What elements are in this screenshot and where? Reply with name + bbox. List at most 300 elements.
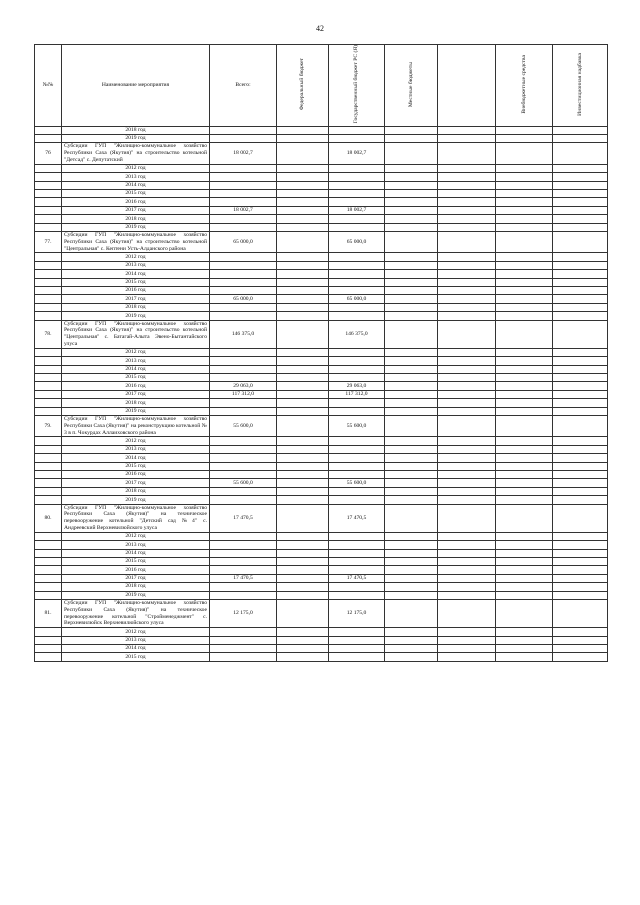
year-label: 2012 год (62, 628, 210, 636)
year-row (35, 557, 608, 565)
year-state (329, 253, 385, 261)
empty-cell (438, 135, 496, 143)
empty-cell (438, 591, 496, 599)
year-total (210, 287, 277, 295)
empty-cell (35, 574, 62, 582)
activity-description: Субсидии ГУП "Жилищно-коммунальное хозяйство Республики Саха (Якутия)" на техническое перевооружение котельной "Стройменеджмент" с. Верхневилюйск Верхневилюйского улуса (62, 599, 210, 627)
col-num-header: №№ (35, 45, 62, 127)
year-label: 2015 год (62, 557, 210, 565)
empty-cell (553, 143, 608, 164)
empty-cell (553, 126, 608, 134)
activity-state: 17 470,5 (329, 504, 385, 532)
year-federal (277, 190, 329, 198)
empty-cell (496, 143, 553, 164)
year-row (35, 496, 608, 504)
year-label: 2014 год (62, 454, 210, 462)
empty-cell (438, 628, 496, 636)
year-state (329, 190, 385, 198)
year-state (329, 487, 385, 495)
empty-cell (438, 215, 496, 223)
empty-cell (438, 557, 496, 565)
empty-cell (438, 487, 496, 495)
activity-state: 65 000,0 (329, 232, 385, 253)
empty-cell (438, 390, 496, 398)
year-federal (277, 532, 329, 540)
empty-cell (496, 644, 553, 652)
empty-cell (553, 532, 608, 540)
empty-cell (438, 190, 496, 198)
empty-cell (496, 591, 553, 599)
year-total: 18 002,7 (210, 206, 277, 214)
year-row (35, 348, 608, 356)
empty-cell (553, 462, 608, 470)
year-federal (277, 253, 329, 261)
empty-cell (385, 348, 438, 356)
activity-total: 55 600,0 (210, 415, 277, 436)
year-row (35, 365, 608, 373)
empty-cell (553, 287, 608, 295)
year-total (210, 270, 277, 278)
activity-number: 80. (35, 504, 62, 532)
year-label: 2015 год (62, 653, 210, 661)
activity-row (35, 415, 608, 436)
empty-cell (553, 636, 608, 644)
year-total (210, 653, 277, 661)
year-federal (277, 135, 329, 143)
budget-table (34, 44, 608, 662)
empty-cell (438, 198, 496, 206)
year-state (329, 135, 385, 143)
year-federal (277, 636, 329, 644)
empty-cell (496, 496, 553, 504)
year-total (210, 636, 277, 644)
year-federal (277, 382, 329, 390)
empty-cell (496, 348, 553, 356)
empty-cell (438, 583, 496, 591)
year-state (329, 357, 385, 365)
empty-cell (553, 365, 608, 373)
year-state (329, 365, 385, 373)
activity-row (35, 143, 608, 164)
col-total-header: Всего: (210, 45, 277, 127)
year-total (210, 557, 277, 565)
empty-cell (553, 181, 608, 189)
empty-cell (553, 541, 608, 549)
year-federal (277, 215, 329, 223)
year-row (35, 462, 608, 470)
year-federal (277, 303, 329, 311)
empty-cell (438, 653, 496, 661)
empty-cell (35, 653, 62, 661)
empty-cell (553, 253, 608, 261)
year-label: 2016 год (62, 198, 210, 206)
year-state (329, 126, 385, 134)
year-federal (277, 454, 329, 462)
empty-cell (496, 320, 553, 348)
empty-cell (496, 636, 553, 644)
year-federal (277, 496, 329, 504)
empty-cell (496, 303, 553, 311)
empty-cell (385, 470, 438, 478)
empty-cell (385, 407, 438, 415)
year-state (329, 164, 385, 172)
empty-cell (35, 390, 62, 398)
empty-cell (553, 348, 608, 356)
empty-cell (35, 173, 62, 181)
empty-cell (438, 303, 496, 311)
year-label: 2017 год (62, 206, 210, 214)
year-row (35, 628, 608, 636)
year-label: 2017 год (62, 390, 210, 398)
year-state: 18 002,7 (329, 206, 385, 214)
empty-cell (438, 399, 496, 407)
empty-cell (553, 270, 608, 278)
empty-cell (496, 206, 553, 214)
empty-cell (385, 591, 438, 599)
empty-cell (385, 173, 438, 181)
empty-cell (35, 407, 62, 415)
empty-cell (35, 287, 62, 295)
empty-cell (496, 126, 553, 134)
empty-cell (438, 164, 496, 172)
activity-federal (277, 320, 329, 348)
year-state: 65 000,0 (329, 295, 385, 303)
empty-cell (496, 287, 553, 295)
empty-cell (496, 415, 553, 436)
empty-cell (553, 557, 608, 565)
empty-cell (496, 365, 553, 373)
year-total (210, 164, 277, 172)
year-row (35, 636, 608, 644)
empty-cell (496, 532, 553, 540)
empty-cell (385, 270, 438, 278)
empty-cell (35, 566, 62, 574)
activity-total: 146 375,0 (210, 320, 277, 348)
empty-cell (438, 320, 496, 348)
year-state (329, 270, 385, 278)
empty-cell (385, 583, 438, 591)
empty-cell (385, 653, 438, 661)
empty-cell (35, 253, 62, 261)
year-state (329, 653, 385, 661)
empty-cell (385, 278, 438, 286)
year-total (210, 190, 277, 198)
year-row (35, 164, 608, 172)
year-total (210, 135, 277, 143)
year-row (35, 445, 608, 453)
year-total (210, 566, 277, 574)
empty-cell (553, 574, 608, 582)
year-state (329, 407, 385, 415)
empty-cell (496, 382, 553, 390)
empty-cell (496, 462, 553, 470)
year-label: 2012 год (62, 437, 210, 445)
year-state (329, 215, 385, 223)
empty-cell (35, 549, 62, 557)
empty-cell (553, 357, 608, 365)
empty-cell (553, 320, 608, 348)
col-empty-header (438, 45, 496, 127)
year-state (329, 198, 385, 206)
year-federal (277, 644, 329, 652)
year-label: 2012 год (62, 164, 210, 172)
year-row (35, 399, 608, 407)
year-row (35, 374, 608, 382)
year-federal (277, 591, 329, 599)
empty-cell (35, 591, 62, 599)
year-total (210, 278, 277, 286)
year-federal (277, 479, 329, 487)
empty-cell (496, 374, 553, 382)
empty-cell (385, 462, 438, 470)
year-federal (277, 445, 329, 453)
empty-cell (496, 295, 553, 303)
activity-row (35, 320, 608, 348)
year-federal (277, 557, 329, 565)
year-state (329, 445, 385, 453)
empty-cell (35, 190, 62, 198)
empty-cell (438, 496, 496, 504)
year-row (35, 126, 608, 134)
year-total (210, 312, 277, 320)
empty-cell (35, 365, 62, 373)
empty-cell (385, 320, 438, 348)
empty-cell (385, 198, 438, 206)
empty-cell (553, 135, 608, 143)
empty-cell (496, 357, 553, 365)
year-row (35, 261, 608, 269)
year-total (210, 437, 277, 445)
empty-cell (385, 636, 438, 644)
empty-cell (35, 374, 62, 382)
empty-cell (553, 223, 608, 231)
empty-cell (438, 143, 496, 164)
year-state (329, 223, 385, 231)
year-label: 2015 год (62, 190, 210, 198)
year-label: 2012 год (62, 253, 210, 261)
activity-number: 76 (35, 143, 62, 164)
activity-total: 18 002,7 (210, 143, 277, 164)
empty-cell (438, 445, 496, 453)
empty-cell (438, 287, 496, 295)
empty-cell (553, 445, 608, 453)
empty-cell (385, 215, 438, 223)
year-federal (277, 549, 329, 557)
empty-cell (438, 479, 496, 487)
empty-cell (35, 462, 62, 470)
year-federal (277, 583, 329, 591)
header-row (35, 45, 608, 127)
empty-cell (385, 287, 438, 295)
empty-cell (35, 312, 62, 320)
empty-cell (35, 135, 62, 143)
empty-cell (35, 278, 62, 286)
empty-cell (385, 312, 438, 320)
year-row (35, 583, 608, 591)
year-row (35, 549, 608, 557)
year-state (329, 470, 385, 478)
year-federal (277, 312, 329, 320)
year-label: 2014 год (62, 365, 210, 373)
year-federal (277, 206, 329, 214)
empty-cell (385, 557, 438, 565)
year-federal (277, 365, 329, 373)
empty-cell (438, 532, 496, 540)
activity-federal (277, 143, 329, 164)
empty-cell (385, 390, 438, 398)
empty-cell (385, 143, 438, 164)
year-federal (277, 574, 329, 582)
year-total (210, 454, 277, 462)
empty-cell (385, 164, 438, 172)
year-state (329, 261, 385, 269)
year-label: 2018 год (62, 583, 210, 591)
year-total: 117 312,0 (210, 390, 277, 398)
col-offbudget-header: Внебюджетные средства (496, 45, 553, 127)
empty-cell (496, 653, 553, 661)
year-label: 2013 год (62, 261, 210, 269)
empty-cell (553, 232, 608, 253)
year-total (210, 348, 277, 356)
year-row (35, 181, 608, 189)
empty-cell (553, 628, 608, 636)
year-label: 2013 год (62, 541, 210, 549)
year-federal (277, 357, 329, 365)
empty-cell (553, 399, 608, 407)
empty-cell (496, 557, 553, 565)
empty-cell (438, 126, 496, 134)
empty-cell (385, 399, 438, 407)
year-row (35, 390, 608, 398)
empty-cell (385, 357, 438, 365)
empty-cell (438, 541, 496, 549)
year-total (210, 591, 277, 599)
year-state: 17 470,5 (329, 574, 385, 582)
empty-cell (496, 215, 553, 223)
year-state (329, 173, 385, 181)
year-row (35, 206, 608, 214)
empty-cell (35, 303, 62, 311)
empty-cell (385, 644, 438, 652)
empty-cell (438, 462, 496, 470)
empty-cell (496, 270, 553, 278)
empty-cell (385, 135, 438, 143)
empty-cell (385, 437, 438, 445)
year-label: 2018 год (62, 487, 210, 495)
year-label: 2018 год (62, 126, 210, 134)
empty-cell (385, 541, 438, 549)
empty-cell (35, 348, 62, 356)
year-federal (277, 261, 329, 269)
empty-cell (553, 312, 608, 320)
empty-cell (438, 566, 496, 574)
year-row (35, 312, 608, 320)
empty-cell (438, 574, 496, 582)
year-label: 2019 год (62, 496, 210, 504)
empty-cell (553, 407, 608, 415)
year-total: 29 063,0 (210, 382, 277, 390)
empty-cell (35, 357, 62, 365)
year-total (210, 541, 277, 549)
year-row (35, 295, 608, 303)
year-row (35, 437, 608, 445)
year-row (35, 287, 608, 295)
empty-cell (385, 303, 438, 311)
empty-cell (496, 312, 553, 320)
empty-cell (385, 181, 438, 189)
year-federal (277, 399, 329, 407)
empty-cell (496, 628, 553, 636)
empty-cell (385, 445, 438, 453)
year-label: 2017 год (62, 295, 210, 303)
empty-cell (35, 541, 62, 549)
empty-cell (496, 487, 553, 495)
empty-cell (553, 206, 608, 214)
empty-cell (438, 357, 496, 365)
year-row (35, 541, 608, 549)
activity-description: Субсидии ГУП "Жилищно-коммунальное хозяйство Республики Саха (Якутия)" на техническое перевооружение котельной "Детский сад №4" с. Андреевский Верхневилюйского улуса (62, 504, 210, 532)
empty-cell (496, 261, 553, 269)
year-label: 2019 год (62, 312, 210, 320)
year-total (210, 261, 277, 269)
year-row (35, 382, 608, 390)
year-row (35, 487, 608, 495)
year-label: 2013 год (62, 173, 210, 181)
activity-total: 12 175,0 (210, 599, 277, 627)
empty-cell (438, 253, 496, 261)
empty-cell (35, 198, 62, 206)
year-federal (277, 270, 329, 278)
activity-row (35, 504, 608, 532)
year-state: 117 312,0 (329, 390, 385, 398)
year-federal (277, 198, 329, 206)
empty-cell (438, 470, 496, 478)
year-row (35, 407, 608, 415)
empty-cell (385, 479, 438, 487)
empty-cell (385, 365, 438, 373)
empty-cell (35, 496, 62, 504)
empty-cell (496, 470, 553, 478)
empty-cell (496, 253, 553, 261)
empty-cell (553, 164, 608, 172)
empty-cell (496, 181, 553, 189)
empty-cell (35, 181, 62, 189)
col-state-header: Государственный бюджет РС (Я) (329, 45, 385, 127)
empty-cell (496, 173, 553, 181)
year-state (329, 644, 385, 652)
year-row (35, 278, 608, 286)
empty-cell (35, 487, 62, 495)
year-state (329, 399, 385, 407)
empty-cell (438, 223, 496, 231)
year-row (35, 591, 608, 599)
year-row (35, 574, 608, 582)
year-label: 2015 год (62, 374, 210, 382)
year-label: 2012 год (62, 532, 210, 540)
year-label: 2015 год (62, 462, 210, 470)
empty-cell (385, 504, 438, 532)
year-label: 2018 год (62, 303, 210, 311)
year-federal (277, 173, 329, 181)
year-federal (277, 287, 329, 295)
year-total (210, 374, 277, 382)
year-row (35, 215, 608, 223)
year-federal (277, 653, 329, 661)
year-total (210, 583, 277, 591)
activity-state: 12 175,0 (329, 599, 385, 627)
activity-state: 146 375,0 (329, 320, 385, 348)
year-label: 2013 год (62, 636, 210, 644)
